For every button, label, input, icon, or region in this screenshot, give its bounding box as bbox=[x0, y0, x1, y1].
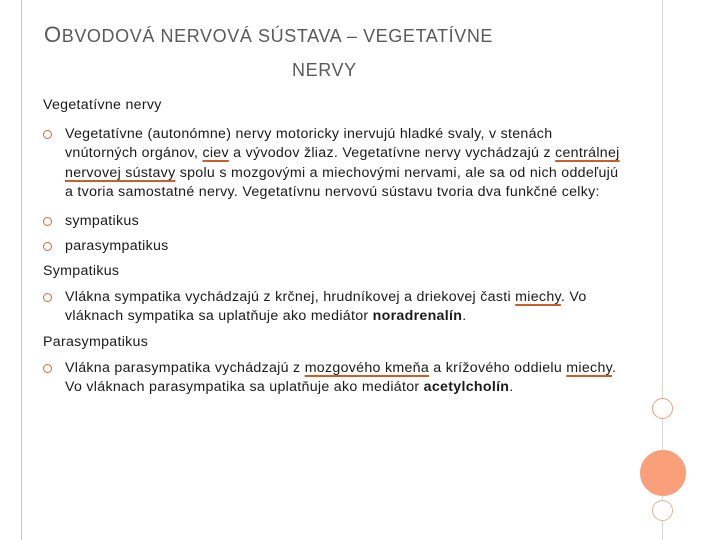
title-line1: BVODOVÁ NERVOVÁ SÚSTAVA – VEGETATÍVNE bbox=[61, 26, 494, 46]
bullet-icon bbox=[43, 364, 52, 373]
text: . Vo vláknach parasympatika sa uplatňuje ako mediátor bbox=[65, 359, 617, 396]
link-ciev[interactable]: ciev bbox=[202, 145, 229, 162]
heading-vegetativne-nervy: Vegetatívne nervy bbox=[43, 97, 162, 113]
link-miechy[interactable]: miechy bbox=[515, 288, 561, 305]
bold-noradrenalin: noradrenalín bbox=[372, 308, 463, 325]
bold-acetylcholin: acetylcholín bbox=[423, 379, 510, 396]
text: a krížového oddielu bbox=[429, 359, 567, 376]
link-miechy[interactable]: miechy bbox=[566, 359, 612, 376]
heading-sympatikus: Sympatikus bbox=[43, 263, 120, 280]
text: Vegetatívne (autonómne) nervy motoricky inervujú hladké svaly, v stenách vnútorných orgánov, bbox=[65, 125, 553, 162]
item-label: sympatikus bbox=[65, 212, 139, 229]
list-item-sympatikus bbox=[43, 212, 623, 232]
title-line2: NERVY bbox=[292, 60, 357, 80]
title-first-letter: O bbox=[44, 22, 62, 47]
decorative-circle-filled bbox=[640, 450, 686, 496]
text: Vlákna sympatika vychádzajú z krčnej, hrudníkovej a driekovej časti bbox=[65, 288, 516, 305]
bullet-icon bbox=[43, 217, 52, 226]
heading-parasympatikus: Parasympatikus bbox=[43, 333, 149, 350]
text: Vlákna parasympatika vychádzajú z bbox=[65, 359, 305, 376]
text: spolu s mozgovými a miechovými nervami, ale sa od nich oddeľujú a tvoria samostatné nervy. Vegetatívnu nervovú sústavu tvoria dva funkčné celky: bbox=[65, 164, 619, 201]
decorative-circle-small-bottom bbox=[652, 500, 673, 521]
list-item bbox=[43, 359, 623, 398]
slide-title bbox=[44, 18, 604, 87]
list-item bbox=[43, 288, 623, 327]
link-mozgoveho-kmena[interactable]: mozgového kmeňa bbox=[304, 359, 430, 376]
text: . bbox=[462, 308, 467, 325]
slide-content bbox=[43, 96, 623, 398]
bullet-icon bbox=[43, 293, 52, 302]
text: a vývodov žliaz. Vegetatívne nervy vychádzajú z bbox=[228, 145, 556, 162]
list-item bbox=[43, 125, 623, 203]
text: . Vo vláknach sympatika sa uplatňuje ako mediátor bbox=[65, 288, 587, 325]
text: . bbox=[509, 379, 514, 396]
bullet-icon bbox=[43, 242, 52, 251]
decorative-circle-small-top bbox=[652, 398, 673, 419]
bullet-icon bbox=[43, 130, 52, 139]
left-divider-line bbox=[21, 0, 22, 540]
link-centralnej-nervovej-sustavy[interactable]: centrálnej nervovej sústavy bbox=[65, 145, 620, 181]
list-item-parasympatikus bbox=[43, 237, 623, 257]
item-label: parasympatikus bbox=[65, 237, 169, 254]
